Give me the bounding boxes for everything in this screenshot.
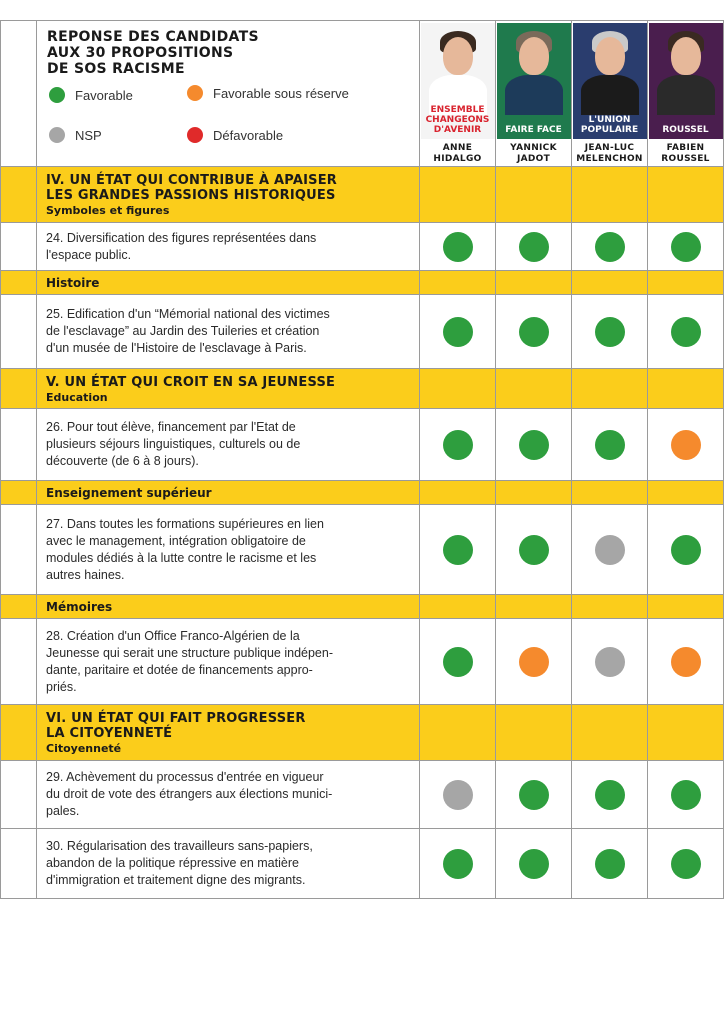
vote-cell (648, 223, 724, 271)
row-text-cell (37, 409, 420, 481)
vote-cell (572, 761, 648, 829)
favorable-dot-icon (671, 780, 701, 810)
favorable-dot-icon (671, 535, 701, 565)
nsp-dot-icon (595, 647, 625, 677)
proposition-text-line: d'immigration et traitement digne des migrants. (46, 873, 306, 887)
poster-slogan: FAIRE FACE (505, 125, 562, 135)
section-title (37, 168, 419, 203)
row-margin-cell (1, 829, 37, 899)
vote-cell (420, 761, 496, 829)
proposition-text-line: 25. Edification d'un “Mémorial national des victimes (46, 307, 330, 321)
favorable-dot-icon (595, 317, 625, 347)
vote-cell (496, 761, 572, 829)
vote-cell (648, 705, 724, 761)
proposition-text-line: l'espace public. (46, 247, 132, 262)
vote-cell (572, 167, 648, 223)
proposition-text-line: Jeunesse qui serait une structure publique indépen- (46, 645, 333, 660)
vote-cell (496, 167, 572, 223)
favorable-dot-icon (519, 849, 549, 879)
candidate-name: YANNICK JADOT (510, 143, 557, 164)
vote-cell (420, 505, 496, 595)
row-text-cell (37, 619, 420, 705)
subsection-header-row (1, 595, 724, 619)
portrait-face (443, 37, 473, 75)
legend (47, 85, 413, 155)
subsection-header-row (1, 481, 724, 505)
favorable-dot-icon (595, 849, 625, 879)
vote-cell (572, 369, 648, 409)
proposition-row (1, 829, 724, 899)
row-margin-cell (1, 409, 37, 481)
proposition-text-line: avec le management, intégration obligatoire de (46, 533, 306, 548)
portrait-torso (657, 75, 715, 115)
vote-cell (648, 409, 724, 481)
favorable-dot-icon (671, 317, 701, 347)
reserve-dot-icon (671, 647, 701, 677)
proposition-text-line: 30. Régularisation des travailleurs sans-papiers, (46, 839, 313, 853)
vote-cell (572, 409, 648, 481)
row-margin-cell (1, 595, 37, 619)
portrait-face (519, 37, 549, 75)
favorable-dot-icon (519, 317, 549, 347)
row-margin-cell (1, 505, 37, 595)
vote-cell (496, 481, 572, 505)
favorable-dot-icon (519, 232, 549, 262)
vote-cell (648, 167, 724, 223)
row-margin-cell (1, 223, 37, 271)
vote-cell (572, 271, 648, 295)
proposition-text-line: plusieurs séjours linguistiques, culturels ou de (46, 437, 301, 451)
row-text-cell (37, 271, 420, 295)
vote-cell (496, 595, 572, 619)
proposition-row (1, 619, 724, 705)
section-title-line: IV. UN ÉTAT QUI CONTRIBUE À APAISER (46, 173, 337, 188)
proposition-text-line: autres haines. (46, 567, 125, 582)
section-header-row (1, 167, 724, 223)
favorable-dot-icon (443, 849, 473, 879)
row-margin-cell (1, 369, 37, 409)
section-subtitle: Citoyenneté (46, 742, 122, 755)
vote-cell (420, 167, 496, 223)
legend-favorable: Favorable (49, 87, 133, 103)
favorable-dot-icon (443, 430, 473, 460)
proposition-text-line: pales. (46, 804, 80, 818)
section-header-row (1, 369, 724, 409)
vote-cell (496, 619, 572, 705)
row-text-cell (37, 223, 420, 271)
candidate-melenchon (572, 21, 648, 167)
row-text-cell (37, 295, 420, 369)
vote-cell (648, 369, 724, 409)
vote-cell (496, 409, 572, 481)
section-title (37, 706, 419, 741)
favorable-dot-icon (443, 647, 473, 677)
row-margin-cell (1, 295, 37, 369)
candidate-name: FABIEN ROUSSEL (661, 143, 710, 164)
vote-cell (648, 619, 724, 705)
vote-cell (648, 829, 724, 899)
vote-cell (648, 271, 724, 295)
green-dot-icon (49, 87, 65, 103)
candidate-name: JEAN-LUC MELENCHON (576, 143, 643, 164)
favorable-dot-icon (519, 430, 549, 460)
vote-cell (420, 619, 496, 705)
vote-cell (496, 705, 572, 761)
vote-cell (572, 705, 648, 761)
favorable-dot-icon (595, 430, 625, 460)
poster-slogan: ROUSSEL (662, 125, 709, 135)
page-title: REPONSE DES CANDIDATS AUX 30 PROPOSITIONS DE SOS RACISME (47, 29, 259, 77)
vote-cell (496, 295, 572, 369)
favorable-dot-icon (519, 780, 549, 810)
section-subtitle: Symboles et figures (46, 204, 170, 217)
portrait-torso (581, 75, 639, 115)
row-margin-cell (1, 167, 37, 223)
section-title-line: V. UN ÉTAT QUI CROIT EN SA JEUNESSE (46, 374, 336, 390)
nsp-dot-icon (443, 780, 473, 810)
candidate-name: ANNE HIDALGO (433, 143, 482, 164)
row-text-cell (37, 705, 420, 761)
proposition-text-line: 24. Diversification des figures représentées dans (46, 230, 317, 245)
row-margin-cell (1, 271, 37, 295)
proposition-text-line: 29. Achèvement du processus d'entrée en vigueur (46, 770, 324, 784)
candidate-hidalgo (420, 21, 496, 167)
proposition-row (1, 761, 724, 829)
subsection-title: Mémoires (46, 599, 113, 614)
favorable-dot-icon (519, 535, 549, 565)
vote-cell (420, 409, 496, 481)
row-margin-cell (1, 481, 37, 505)
vote-cell (572, 829, 648, 899)
proposition-text-line: priés. (46, 679, 77, 694)
nsp-dot-icon (595, 535, 625, 565)
campaign-poster (497, 23, 571, 139)
portrait-face (595, 37, 625, 75)
subsection-header-row (1, 271, 724, 295)
row-text-cell (37, 167, 420, 223)
legend-defavorable: Défavorable (187, 127, 283, 143)
poster-slogan: L'UNION POPULAIRE (580, 115, 639, 135)
vote-cell (572, 295, 648, 369)
vote-cell (420, 295, 496, 369)
vote-cell (420, 481, 496, 505)
candidate-roussel (648, 21, 724, 167)
vote-cell (496, 829, 572, 899)
campaign-poster (649, 23, 723, 139)
proposition-text-line: modules dédiés à la lutte contre le racisme et les (46, 550, 317, 565)
vote-cell (572, 223, 648, 271)
subsection-title: Histoire (46, 275, 100, 290)
vote-cell (420, 369, 496, 409)
vote-cell (572, 595, 648, 619)
vote-cell (420, 829, 496, 899)
vote-cell (496, 505, 572, 595)
section-header-row (1, 705, 724, 761)
favorable-dot-icon (671, 232, 701, 262)
proposition-text-line: dante, paritaire et dotée de financements appro- (46, 662, 313, 677)
vote-cell (648, 295, 724, 369)
vote-cell (496, 223, 572, 271)
header-row (1, 21, 724, 167)
row-text-cell (37, 481, 420, 505)
section-title (37, 370, 419, 390)
portrait-torso (505, 75, 563, 115)
legend-reserve: Favorable sous réserve (187, 85, 349, 101)
vote-cell (420, 595, 496, 619)
reserve-dot-icon (671, 430, 701, 460)
vote-cell (648, 761, 724, 829)
proposition-row (1, 295, 724, 369)
proposition-row (1, 505, 724, 595)
row-text-cell (37, 505, 420, 595)
poster-slogan: ENSEMBLE CHANGEONS D'AVENIR (425, 105, 490, 135)
proposition-text-line: 27. Dans toutes les formations supérieures en lien (46, 516, 324, 531)
proposition-text-line: 26. Pour tout élève, financement par l'Etat de (46, 420, 296, 434)
favorable-dot-icon (443, 232, 473, 262)
campaign-poster (573, 23, 647, 139)
row-text-cell (37, 369, 420, 409)
vote-cell (648, 505, 724, 595)
row-margin-cell (1, 619, 37, 705)
grey-dot-icon (49, 127, 65, 143)
vote-cell (420, 223, 496, 271)
proposition-text-line: 28. Création d'un Office Franco-Algérien de la (46, 628, 300, 643)
title-legend-cell (37, 21, 420, 167)
section-title-line: LES GRANDES PASSIONS HISTORIQUES (46, 188, 336, 203)
vote-cell (572, 619, 648, 705)
section-title-line: VI. UN ÉTAT QUI FAIT PROGRESSER (46, 711, 306, 726)
vote-cell (648, 481, 724, 505)
proposition-text-line: d'un musée de l'Histoire de l'esclavage à Paris. (46, 341, 307, 355)
vote-cell (572, 505, 648, 595)
portrait-face (671, 37, 701, 75)
row-text-cell (37, 829, 420, 899)
vote-cell (420, 271, 496, 295)
favorable-dot-icon (443, 317, 473, 347)
proposition-text-line: du droit de vote des étrangers aux élections munici- (46, 787, 333, 801)
row-margin-cell (1, 761, 37, 829)
row-text-cell (37, 761, 420, 829)
section-title-line: LA CITOYENNETÉ (46, 726, 173, 741)
favorable-dot-icon (595, 232, 625, 262)
section-subtitle: Education (46, 390, 108, 404)
proposition-text-line: de l'esclavage” au Jardin des Tuileries et création (46, 324, 320, 338)
vote-cell (420, 705, 496, 761)
subsection-title: Enseignement supérieur (46, 485, 212, 500)
candidate-jadot (496, 21, 572, 167)
proposition-text-line: découverte (de 6 à 8 jours). (46, 454, 199, 468)
vote-cell (496, 271, 572, 295)
row-margin-cell (1, 705, 37, 761)
campaign-poster (421, 23, 495, 139)
favorable-dot-icon (595, 780, 625, 810)
orange-dot-icon (187, 85, 203, 101)
legend-nsp: NSP (49, 127, 102, 143)
favorable-dot-icon (671, 849, 701, 879)
proposition-row (1, 223, 724, 271)
row-text-cell (37, 595, 420, 619)
vote-cell (496, 369, 572, 409)
favorable-dot-icon (443, 535, 473, 565)
proposition-row (1, 409, 724, 481)
reserve-dot-icon (519, 647, 549, 677)
vote-cell (648, 595, 724, 619)
vote-cell (572, 481, 648, 505)
comparison-table (0, 20, 724, 899)
red-dot-icon (187, 127, 203, 143)
proposition-text-line: abandon de la politique répressive en matière (46, 856, 299, 870)
